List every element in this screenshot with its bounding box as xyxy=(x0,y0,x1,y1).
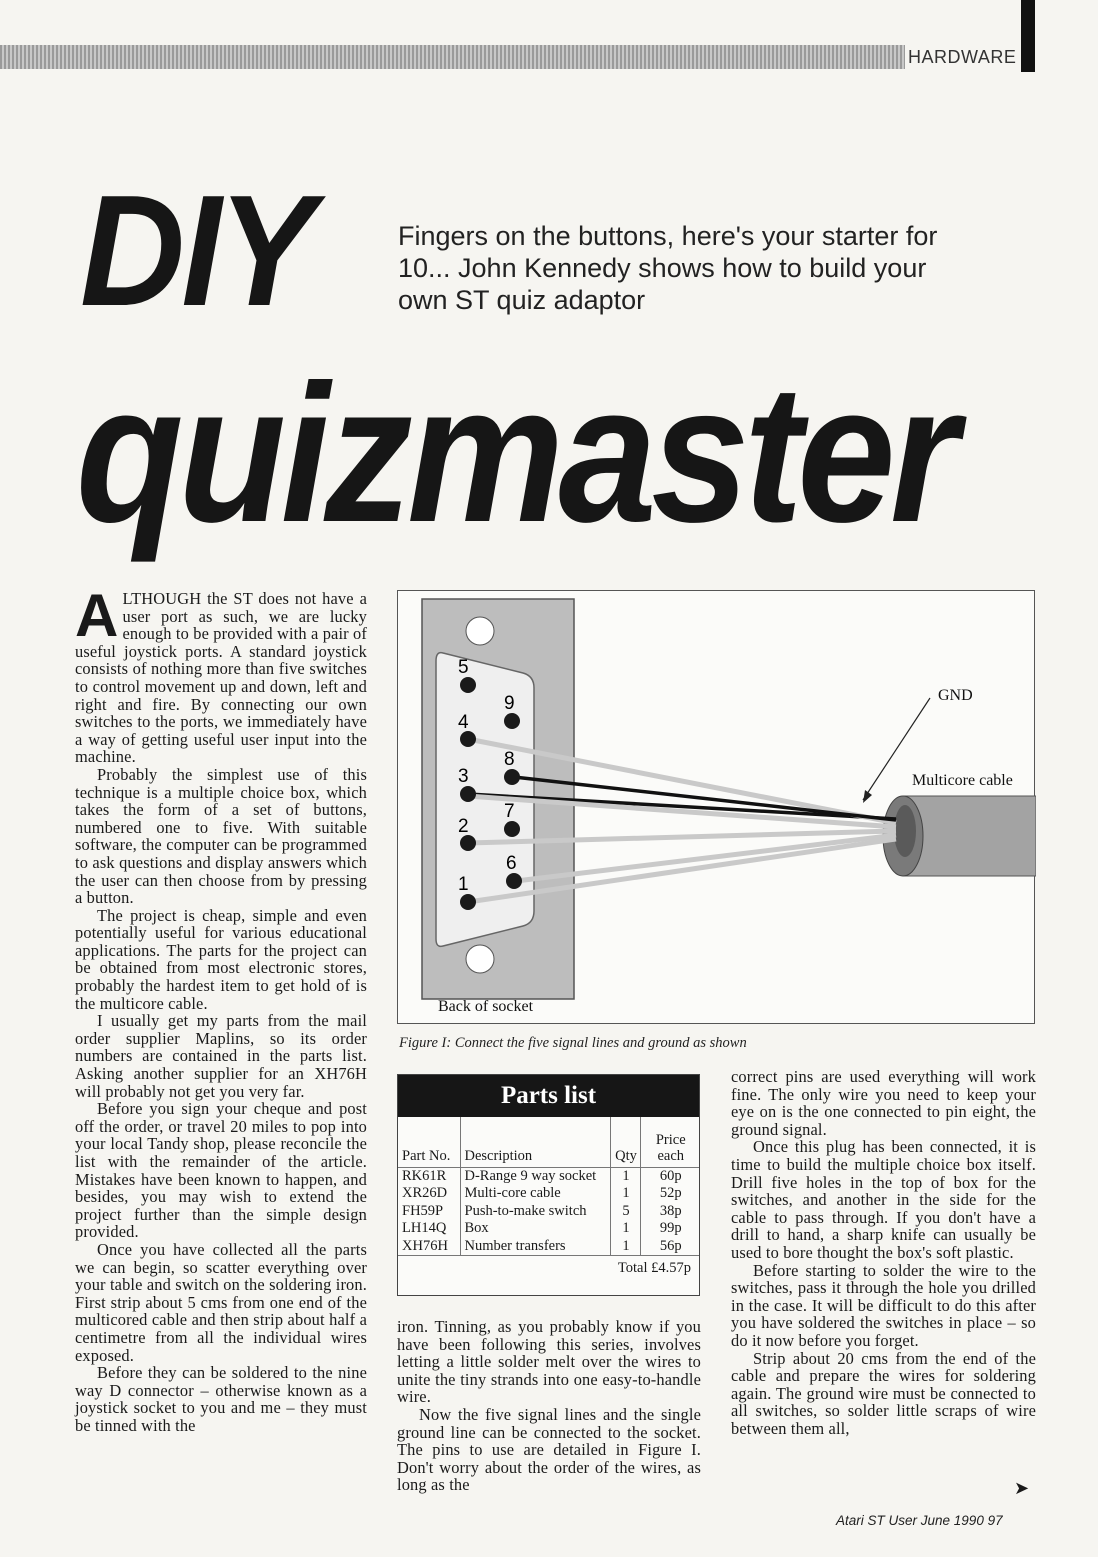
figure-wiring-diagram xyxy=(397,590,1035,1024)
headline-line1: DIY xyxy=(80,163,312,339)
table-row: XR26D Multi-core cable 1 52p xyxy=(398,1185,699,1203)
paragraph: Once you have collected all the parts we can begin, so scatter everything over your table and switch on the soldering iron. First strip about 5 cms from one end of the multicored cable and then strip about half a centimetre from all the individual wires exposed. xyxy=(75,1239,367,1365)
headline-line2: quizmaster xyxy=(76,344,954,563)
pin-6 xyxy=(506,873,522,889)
table-row: XH76H Number transfers 1 56p xyxy=(398,1238,699,1256)
pin-label-8: 8 xyxy=(504,749,515,770)
pin-label-6: 6 xyxy=(506,853,517,874)
header-part-no: Part No. xyxy=(398,1117,460,1167)
label-multicore-cable: Multicore cable xyxy=(912,772,1013,789)
label-back-of-socket: Back of socket xyxy=(438,998,534,1015)
page-footer: Atari ST User June 1990 97 xyxy=(836,1513,1003,1528)
paragraph: Before starting to solder the wire to the switches, pass it through the hole you drilled in the case. It will be difficult to do this after you have soldered the switches in place – so do it now before you forget. xyxy=(731,1260,1036,1350)
table-row: RK61R D-Range 9 way socket 1 60p xyxy=(398,1167,699,1185)
body-column-3 xyxy=(731,1068,1036,1437)
figure-caption: Figure I: Connect the five signal lines and ground as shown xyxy=(399,1035,747,1051)
pin-7 xyxy=(504,821,520,837)
paragraph: Strip about 20 cms from the end of the cable and prepare the wires for soldering again. The ground wire must be connected to all switches, so solder little scraps of wire between them all, xyxy=(731,1348,1036,1438)
pin-label-5: 5 xyxy=(458,657,469,678)
pin-9 xyxy=(504,713,520,729)
paragraph: Probably the simplest use of this technique is a multiple choice box, which takes the form of a set of buttons, numbered one to five. With suitable software, the computer can be programmed to ask questions and display answers which the user can then choose from by pressing a button. xyxy=(75,764,367,908)
label-gnd: GND xyxy=(938,687,973,704)
body-column-1 xyxy=(75,582,367,1435)
parts-total-row xyxy=(398,1256,699,1282)
pin-5 xyxy=(460,677,476,693)
cable-core xyxy=(894,805,916,857)
pin-label-3: 3 xyxy=(458,766,469,787)
header-price: Price each xyxy=(640,1117,699,1167)
continue-arrow-icon: ➤ xyxy=(1014,1478,1030,1498)
mounting-hole-bottom xyxy=(466,945,494,973)
edge-tab xyxy=(1021,0,1035,72)
paragraph: The project is cheap, simple and even potentially useful for various educational applications. The parts for the project can be obtained from most electronic stores, probably the hardest item to get hold of is the multicore cable. xyxy=(75,905,367,1013)
header-description: Description xyxy=(460,1117,610,1167)
parts-header-row xyxy=(398,1117,699,1167)
pin-label-2: 2 xyxy=(458,816,469,837)
paragraph: Before you sign your cheque and post off the order, or travel 20 miles to pop into your local Tandy shop, please reconcile the list with the remainder of the article. Mistakes have been known to happen, and besides, you may wish to extend the project further than the simple design provided. xyxy=(75,1099,367,1242)
wiring-diagram-svg xyxy=(398,591,1036,1025)
pin-label-1: 1 xyxy=(458,874,469,895)
pin-label-4: 4 xyxy=(458,712,469,733)
parts-list-box xyxy=(397,1074,700,1296)
pin-2 xyxy=(460,835,476,851)
body-column-2 xyxy=(397,1318,701,1494)
paragraph: ALTHOUGH the ST does not have a user port as such, we are lucky enough to be provided with a pair of useful joystick ports. A standard joystick consists of nothing more than five switches to control movement up and down, left and right and fire. By connecting our own switches to the ports, we immediately have a way of getting useful user input into the machine. xyxy=(75,582,367,767)
pin-1 xyxy=(460,894,476,910)
mounting-hole-top xyxy=(466,617,494,645)
parts-table xyxy=(398,1117,699,1282)
header-rule xyxy=(0,45,905,69)
pin-4 xyxy=(460,731,476,747)
parts-total: Total £4.57p xyxy=(398,1256,699,1282)
section-label: HARDWARE xyxy=(908,47,1017,67)
parts-list-title: Parts list xyxy=(398,1075,699,1117)
table-row: LH14Q Box 1 99p xyxy=(398,1220,699,1238)
gnd-arrowhead xyxy=(863,790,872,803)
table-row: FH59P Push-to-make switch 5 38p xyxy=(398,1203,699,1221)
header-qty: Qty xyxy=(610,1117,640,1167)
pin-label-9: 9 xyxy=(504,693,515,714)
drop-cap: A xyxy=(75,582,119,649)
pin-label-7: 7 xyxy=(504,801,515,822)
paragraph: I usually get my parts from the mail order supplier Maplins, so its order numbers are contained in the parts list. Asking another supplier for an XH76H will probably not get you very far. xyxy=(75,1011,367,1101)
standfirst: Fingers on the buttons, here's your starter for 10... John Kennedy shows how to build your own ST quiz adaptor xyxy=(398,221,938,315)
paragraph: Now the five signal lines and the single ground line can be connected to the socket. The pins to use are detailed in Figure I. Don't worry about the order of the wires, as long as the xyxy=(397,1404,701,1495)
paragraph: Once this plug has been connected, it is time to build the multiple choice box itself. Drill five holes in the top of box for the switches, and another in the side for the cable to pass through. If you don't have a drill to hand, a sharp knife can usually be used to bore thought the box's soft plastic. xyxy=(731,1137,1036,1262)
paragraph: correct pins are used everything will work fine. The only wire you need to keep your eye on is the one connected to pin eight, the ground signal. xyxy=(731,1067,1036,1139)
pin-8 xyxy=(504,769,520,785)
paragraph: Before they can be soldered to the nine way D connector – otherwise known as a joystick socket to you and me – they must be tinned with the xyxy=(75,1363,367,1435)
paragraph: iron. Tinning, as you probably know if you have been following this series, involves letting a little solder melt over the wires to unite the tiny strands into one easy-to-handle wire. xyxy=(397,1317,701,1407)
pin-3 xyxy=(460,786,476,802)
